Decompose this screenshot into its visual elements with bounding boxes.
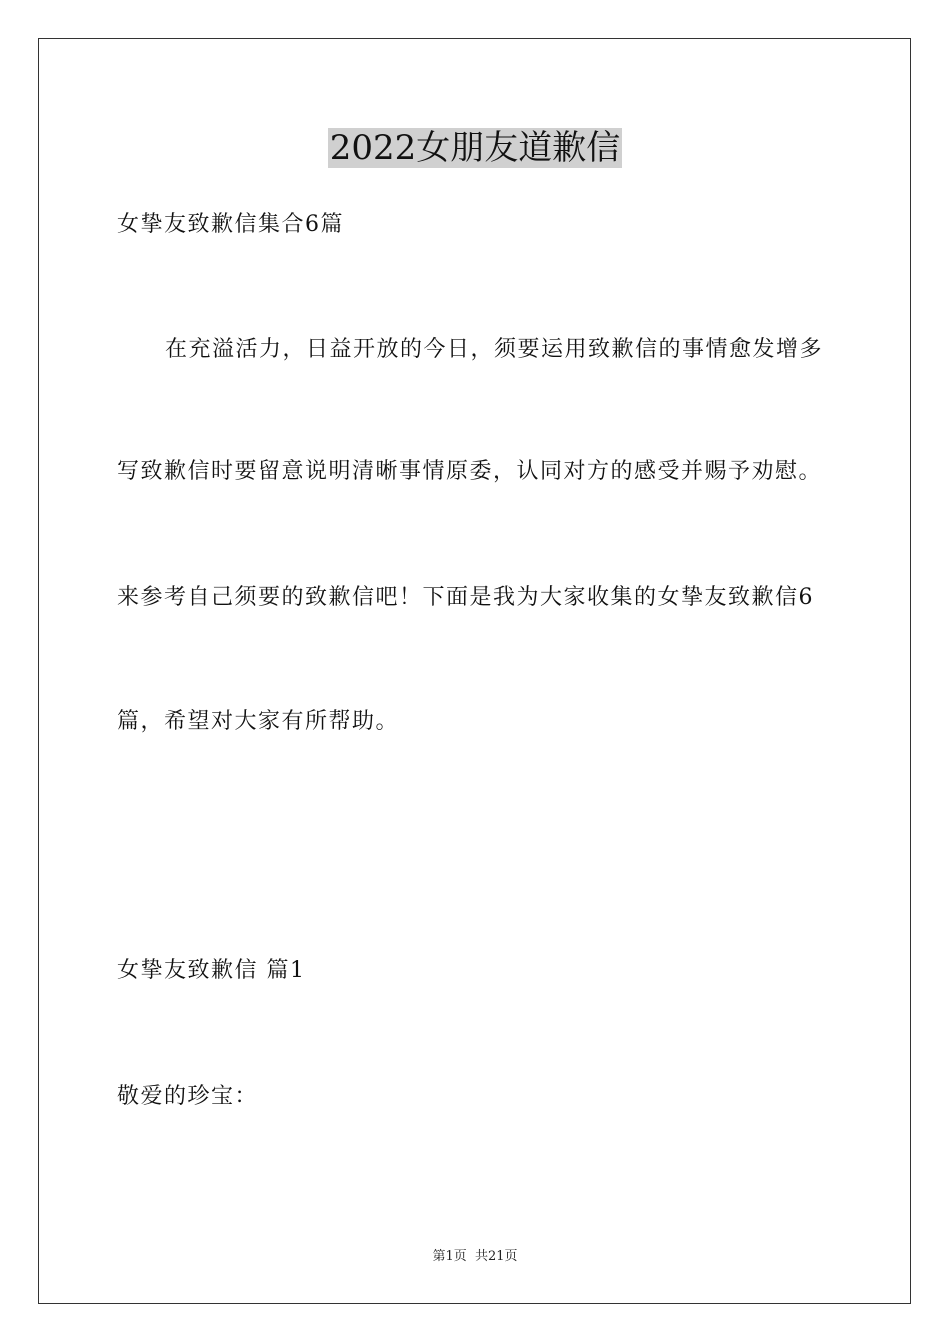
page-footer [0, 1248, 950, 1266]
title-container [0, 128, 950, 168]
page-number: 第1页 [432, 1249, 467, 1264]
page-total: 共21页 [474, 1249, 518, 1264]
document-subtitle: 女挚友致歉信集合6篇 [117, 212, 344, 237]
letter-salutation: 敬爱的珍宝： [117, 1084, 259, 1109]
document-title: 2022女朋友道歉信 [329, 128, 621, 168]
paragraph-line-3: 来参考自己须要的致歉信吧！下面是我为大家收集的女挚友致歉信6 [117, 585, 814, 610]
paragraph-line-2: 写致歉信时要留意说明清晰事情原委，认同对方的感受并赐予劝慰。 [117, 459, 823, 484]
paragraph-line-1: 在充溢活力，日益开放的今日，须要运用致歉信的事情愈发增多 [165, 337, 824, 362]
section-heading: 女挚友致歉信 篇1 [117, 958, 306, 983]
paragraph-line-4: 篇，希望对大家有所帮助。 [117, 709, 400, 734]
